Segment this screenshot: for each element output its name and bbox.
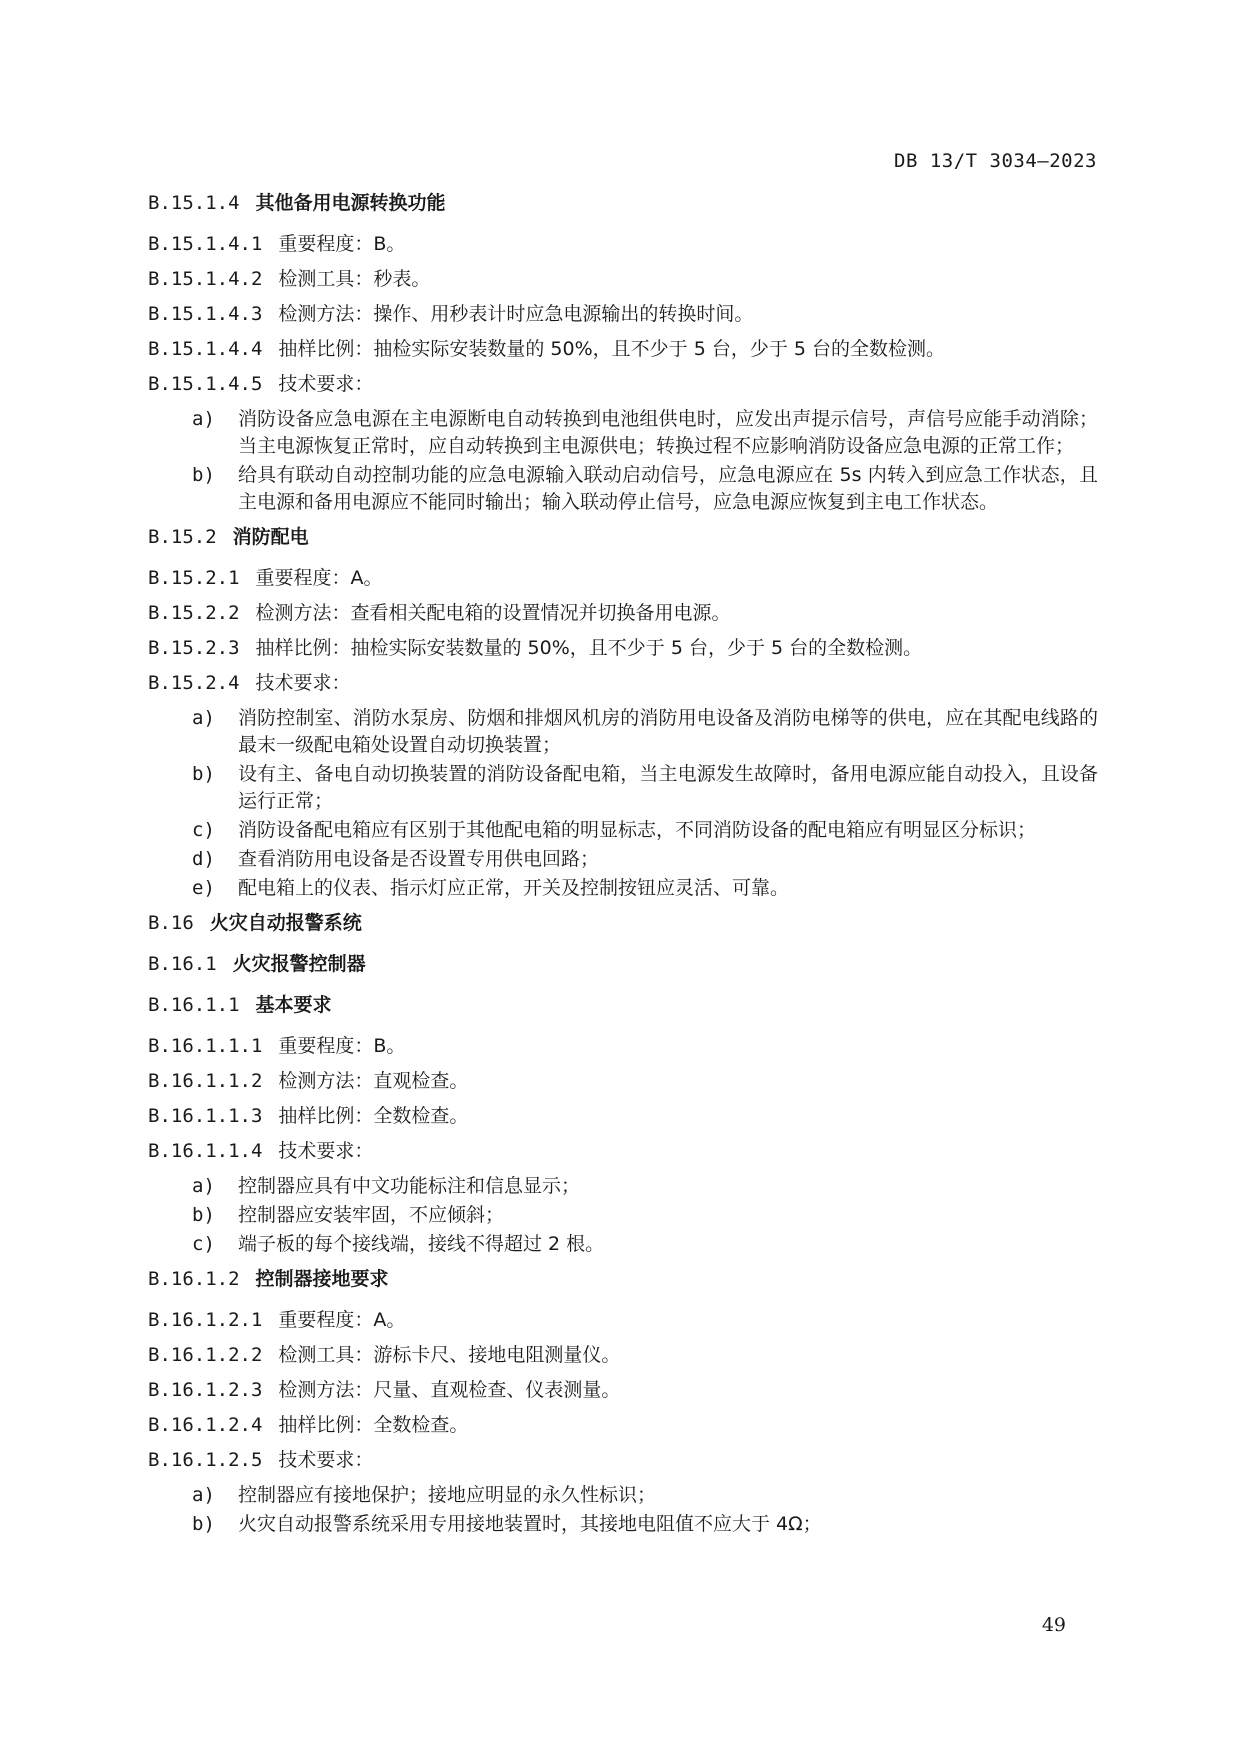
clause-text: 重要程度：A。 [255,567,383,589]
list-item-text: 消防控制室、消防水泵房、防烟和排烟风机房的消防用电设备及消防电梯等的供电，应在其配电线路的最末一级配电箱处设置自动切换装置； [238,707,1098,756]
list-item [148,462,1098,516]
clause-line [148,1103,1098,1130]
clause-line [148,336,1098,363]
clause-text: 重要程度：A。 [278,1309,406,1331]
list-marker: a) [192,707,215,729]
clause-text: 火灾报警控制器 [232,953,366,975]
clause-number: B.15.1.4 [148,192,240,214]
list-item [148,705,1098,759]
clause-number: B.16.1.1.2 [148,1070,263,1092]
clause-line [148,301,1098,328]
clause-number: B.16.1.2.2 [148,1344,263,1366]
list-item [148,1482,1098,1509]
clause-line [148,1068,1098,1095]
list-item-text: 控制器应具有中文功能标注和信息显示； [238,1175,581,1197]
list-marker: a) [192,408,215,430]
clause-text: 其他备用电源转换功能 [255,192,446,214]
requirement-list [148,406,1098,516]
list-item [148,875,1098,902]
list-marker: b) [192,464,215,486]
clause-number: B.16.1.2.1 [148,1309,263,1331]
clause-line [148,1342,1098,1369]
clause-text: 抽样比例：抽检实际安装数量的 50%，且不少于 5 台，少于 5 台的全数检测。 [278,338,945,360]
clause-number: B.15.1.4.3 [148,303,263,325]
document-code: DB 13/T 3034—2023 [894,150,1097,172]
clause-line [148,565,1098,592]
clause-number: B.15.2.1 [148,567,240,589]
clause-text: 抽样比例：抽检实际安装数量的 50%，且不少于 5 台，少于 5 台的全数检测。 [255,637,923,659]
clause-line [148,1138,1098,1165]
list-marker: d) [192,848,215,870]
list-marker: b) [192,1204,215,1226]
clause-text: 重要程度：B。 [278,233,406,255]
clause-text: 检测方法：操作、用秒表计时应急电源输出的转换时间。 [278,303,754,325]
clause-text: 技术要求： [255,672,351,694]
clause-text: 抽样比例：全数检查。 [278,1414,469,1436]
list-marker: b) [192,1513,215,1535]
list-item [148,817,1098,844]
clause-number: B.15.1.4.2 [148,268,263,290]
list-item [148,406,1098,460]
clause-text: 检测工具：秒表。 [278,268,431,290]
list-marker: c) [192,819,215,841]
clause-line [148,600,1098,627]
list-item-text: 消防设备配电箱应有区别于其他配电箱的明显标志，不同消防设备的配电箱应有明显区分标识； [238,819,1037,841]
list-item-text: 控制器应安装牢固，不应倾斜； [238,1204,505,1226]
clause-number: B.16.1.1.4 [148,1140,263,1162]
list-item-text: 消防设备应急电源在主电源断电自动转换到电池组供电时，应发出声提示信号，声信号应能手动消除；当主电源恢复正常时，应自动转换到主电源供电；转换过程不应影响消防设备应急电源的正常工作； [238,408,1098,457]
list-item-text: 端子板的每个接线端，接线不得超过 2 根。 [238,1233,605,1255]
clause-line [148,670,1098,697]
clause-number: B.15.1.4.5 [148,373,263,395]
requirement-list [148,1482,1098,1538]
clause-number: B.16.1.1 [148,994,240,1016]
list-item-text: 给具有联动自动控制功能的应急电源输入联动启动信号，应急电源应在 5s 内转入到应急工作状态，且主电源和备用电源应不能同时输出；输入联动停止信号，应急电源应恢复到主电工作状态。 [238,464,1098,513]
document-body [148,190,1098,1542]
clause-number: B.16.1.1.1 [148,1035,263,1057]
clause-number: B.16.1.2.3 [148,1379,263,1401]
list-item [148,1202,1098,1229]
clause-number: B.16.1.2.5 [148,1449,263,1471]
clause-line [148,266,1098,293]
list-item [148,1173,1098,1200]
clause-number: B.15.1.4.4 [148,338,263,360]
clause-text: 检测方法：查看相关配电箱的设置情况并切换备用电源。 [255,602,731,624]
clause-number: B.15.2.4 [148,672,240,694]
list-marker: e) [192,877,215,899]
list-marker: a) [192,1484,215,1506]
list-item-text: 配电箱上的仪表、指示灯应正常，开关及控制按钮应灵活、可靠。 [238,877,790,899]
clause-text: 消防配电 [232,526,309,548]
list-item [148,846,1098,873]
clause-number: B.15.2.3 [148,637,240,659]
clause-line [148,1412,1098,1439]
clause-number: B.15.2 [148,526,217,548]
clause-number: B.16 [148,912,194,934]
clause-line [148,1307,1098,1334]
section-heading [148,524,1098,551]
list-marker: c) [192,1233,215,1255]
list-item [148,1231,1098,1258]
list-item [148,761,1098,815]
clause-number: B.15.1.4.1 [148,233,263,255]
clause-text: 检测工具：游标卡尺、接地电阻测量仪。 [278,1344,621,1366]
clause-text: 技术要求： [278,373,374,395]
requirement-list [148,705,1098,902]
clause-number: B.15.2.2 [148,602,240,624]
list-marker: b) [192,763,215,785]
list-marker: a) [192,1175,215,1197]
clause-number: B.16.1.1.3 [148,1105,263,1127]
clause-text: 重要程度：B。 [278,1035,406,1057]
section-heading [148,1266,1098,1293]
list-item-text: 查看消防用电设备是否设置专用供电回路； [238,848,600,870]
clause-line [148,1447,1098,1474]
clause-number: B.16.1.2 [148,1268,240,1290]
section-heading [148,951,1098,978]
page-number: 49 [1041,1614,1066,1636]
list-item-text: 控制器应有接地保护；接地应明显的永久性标识； [238,1484,657,1506]
clause-text: 火灾自动报警系统 [209,912,362,934]
clause-text: 技术要求： [278,1449,374,1471]
list-item-text: 设有主、备电自动切换装置的消防设备配电箱，当主电源发生故障时，备用电源应能自动投入，且设备运行正常； [238,763,1098,812]
clause-text: 检测方法：尺量、直观检查、仪表测量。 [278,1379,621,1401]
clause-line [148,371,1098,398]
requirement-list [148,1173,1098,1258]
clause-number: B.16.1.2.4 [148,1414,263,1436]
clause-text: 基本要求 [255,994,332,1016]
list-item [148,1511,1098,1538]
clause-line [148,1033,1098,1060]
clause-line [148,231,1098,258]
clause-line [148,1377,1098,1404]
section-heading [148,992,1098,1019]
clause-text: 控制器接地要求 [255,1268,389,1290]
section-heading [148,190,1098,217]
clause-line [148,635,1098,662]
clause-text: 技术要求： [278,1140,374,1162]
section-heading [148,910,1098,937]
list-item-text: 火灾自动报警系统采用专用接地装置时，其接地电阻值不应大于 4Ω； [238,1513,822,1535]
clause-text: 抽样比例：全数检查。 [278,1105,469,1127]
clause-text: 检测方法：直观检查。 [278,1070,469,1092]
clause-number: B.16.1 [148,953,217,975]
